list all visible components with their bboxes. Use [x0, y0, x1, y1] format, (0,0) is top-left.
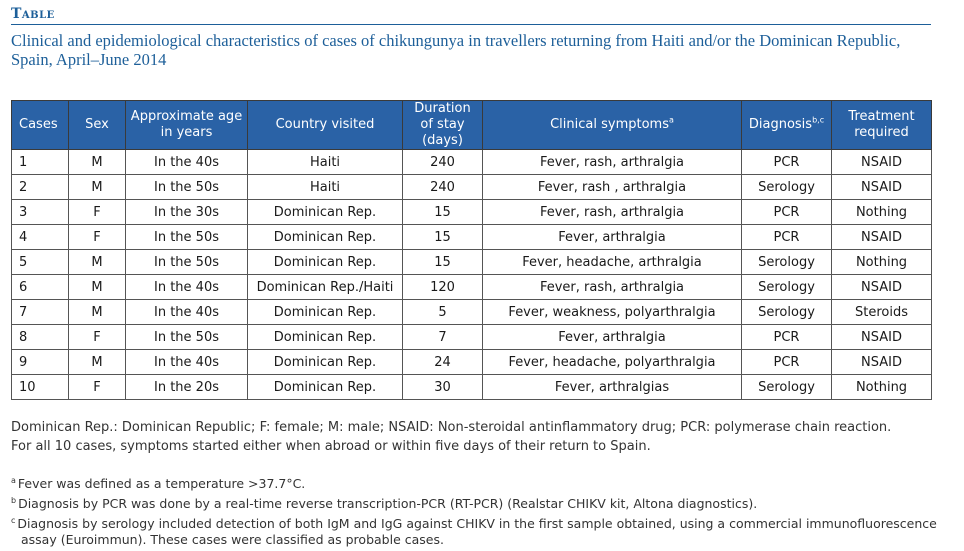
cell-case-number: 10 — [12, 375, 69, 400]
cell-age: In the 40s — [126, 150, 248, 175]
cell-age: In the 40s — [126, 275, 248, 300]
table-label: Table — [11, 6, 55, 22]
cell-country: Dominican Rep. — [248, 300, 403, 325]
header-diagnosis — [742, 101, 832, 150]
cell-symptoms: Fever, arthralgias — [483, 375, 742, 400]
cell-symptoms: Fever, headache, polyarthralgia — [483, 350, 742, 375]
cell-sex: M — [69, 350, 126, 375]
footnotes — [11, 476, 946, 548]
footnote-a — [11, 476, 946, 492]
cell-symptoms: Fever, arthralgia — [483, 325, 742, 350]
cell-duration: 30 — [403, 375, 483, 400]
cell-symptoms: Fever, rash , arthralgia — [483, 175, 742, 200]
cell-country: Dominican Rep. — [248, 250, 403, 275]
cell-age: In the 50s — [126, 175, 248, 200]
footnote-b-mark: b — [11, 495, 17, 505]
cell-country: Dominican Rep. — [248, 200, 403, 225]
header-sex: Sex — [69, 101, 126, 150]
cell-sex: F — [69, 200, 126, 225]
header-symptoms-label: Clinical symptoms — [550, 117, 669, 132]
cell-diagnosis: Serology — [742, 300, 832, 325]
cell-sex: M — [69, 150, 126, 175]
cell-symptoms: Fever, rash, arthralgia — [483, 275, 742, 300]
cell-duration: 15 — [403, 200, 483, 225]
cell-diagnosis: PCR — [742, 350, 832, 375]
cell-country: Dominican Rep. — [248, 375, 403, 400]
cell-duration: 15 — [403, 250, 483, 275]
cell-country: Dominican Rep. — [248, 225, 403, 250]
table-row — [12, 375, 932, 400]
table-row — [12, 300, 932, 325]
table-title: Clinical and epidemiological characteristics of cases of chikungunya in travellers returning from Haiti and/or the Dominican Republic, Spain, April–June 2014 — [11, 31, 901, 69]
cell-treatment: Steroids — [832, 300, 932, 325]
cell-treatment: NSAID — [832, 275, 932, 300]
header-cases: Cases — [12, 101, 69, 150]
table-row — [12, 225, 932, 250]
cell-case-number: 1 — [12, 150, 69, 175]
cell-sex: M — [69, 175, 126, 200]
cell-diagnosis: Serology — [742, 175, 832, 200]
header-diagnosis-footnote-mark: b,c — [812, 115, 825, 125]
table-notes — [11, 418, 941, 456]
cell-sex: M — [69, 275, 126, 300]
cell-case-number: 7 — [12, 300, 69, 325]
footnote-c-mark: c — [11, 515, 16, 525]
cell-age: In the 50s — [126, 250, 248, 275]
cell-treatment: Nothing — [832, 200, 932, 225]
table-row — [12, 325, 932, 350]
footnote-b — [11, 496, 946, 512]
cell-diagnosis: Serology — [742, 375, 832, 400]
cell-duration: 7 — [403, 325, 483, 350]
header-diagnosis-label: Diagnosis — [748, 117, 813, 132]
cell-case-number: 6 — [12, 275, 69, 300]
footnote-a-text: Fever was defined as a temperature >37.7°C. — [17, 476, 306, 491]
cell-country: Dominican Rep./Haiti — [248, 275, 403, 300]
cell-diagnosis: PCR — [742, 150, 832, 175]
cell-age: In the 40s — [126, 300, 248, 325]
cell-country: Haiti — [248, 175, 403, 200]
cell-age: In the 40s — [126, 350, 248, 375]
header-symptoms — [483, 101, 742, 150]
footnote-a-mark: a — [11, 475, 16, 485]
cell-symptoms: Fever, rash, arthralgia — [483, 200, 742, 225]
cell-case-number: 8 — [12, 325, 69, 350]
cell-sex: F — [69, 325, 126, 350]
table-row — [12, 200, 932, 225]
cell-country: Dominican Rep. — [248, 325, 403, 350]
cell-case-number: 9 — [12, 350, 69, 375]
cell-duration: 15 — [403, 225, 483, 250]
label-rule — [11, 24, 931, 25]
cell-duration: 24 — [403, 350, 483, 375]
cell-age: In the 50s — [126, 325, 248, 350]
cell-diagnosis: PCR — [742, 200, 832, 225]
cell-diagnosis: PCR — [742, 325, 832, 350]
cell-symptoms: Fever, headache, arthralgia — [483, 250, 742, 275]
table-header-row — [12, 101, 932, 150]
cell-duration: 240 — [403, 150, 483, 175]
cell-treatment: Nothing — [832, 250, 932, 275]
abbreviations-note: Dominican Rep.: Dominican Republic; F: female; M: male; NSAID: Non-steroidal antinflammatory drug; PCR: polymerase chain reaction. — [11, 420, 892, 435]
cell-sex: M — [69, 300, 126, 325]
cell-case-number: 3 — [12, 200, 69, 225]
onset-note: For all 10 cases, symptoms started either when abroad or within five days of their return to Spain. — [11, 439, 651, 454]
cell-case-number: 5 — [12, 250, 69, 275]
table-body — [12, 150, 932, 400]
header-country: Country visited — [248, 101, 403, 150]
cell-duration: 5 — [403, 300, 483, 325]
header-duration: Duration of stay (days) — [403, 101, 483, 150]
cell-treatment: NSAID — [832, 225, 932, 250]
cell-country: Haiti — [248, 150, 403, 175]
header-treatment: Treatment required — [832, 101, 932, 150]
cell-duration: 240 — [403, 175, 483, 200]
cell-treatment: NSAID — [832, 350, 932, 375]
cell-sex: M — [69, 250, 126, 275]
cell-treatment: Nothing — [832, 375, 932, 400]
table-row — [12, 175, 932, 200]
cell-symptoms: Fever, weakness, polyarthralgia — [483, 300, 742, 325]
table-row — [12, 150, 932, 175]
table-row — [12, 350, 932, 375]
cell-sex: F — [69, 375, 126, 400]
header-age: Approximate age in years — [126, 101, 248, 150]
cell-diagnosis: PCR — [742, 225, 832, 250]
cell-treatment: NSAID — [832, 150, 932, 175]
cell-symptoms: Fever, rash, arthralgia — [483, 150, 742, 175]
cell-treatment: NSAID — [832, 325, 932, 350]
header-symptoms-footnote-mark: a — [668, 115, 674, 125]
table-row — [12, 250, 932, 275]
cell-country: Dominican Rep. — [248, 350, 403, 375]
footnote-b-text: Diagnosis by PCR was done by a real-time reverse transcription-PCR (RT-PCR) (Realstar CHIKV kit, Altona diagnostics). — [18, 496, 758, 511]
cell-age: In the 30s — [126, 200, 248, 225]
cell-symptoms: Fever, arthralgia — [483, 225, 742, 250]
cell-age: In the 20s — [126, 375, 248, 400]
footnote-c-text: Diagnosis by serology included detection of both IgM and IgG against CHIKV in the first sample obtained, using a commercial immunofluorescence assay (Euroimmun). These cases were classified as probable cases. — [17, 516, 937, 547]
cell-diagnosis: Serology — [742, 250, 832, 275]
table-row — [12, 275, 932, 300]
cell-treatment: NSAID — [832, 175, 932, 200]
cell-sex: F — [69, 225, 126, 250]
cell-age: In the 50s — [126, 225, 248, 250]
data-table — [11, 100, 932, 400]
footnote-c — [11, 516, 946, 548]
cell-duration: 120 — [403, 275, 483, 300]
cell-diagnosis: Serology — [742, 275, 832, 300]
cell-case-number: 4 — [12, 225, 69, 250]
cell-case-number: 2 — [12, 175, 69, 200]
